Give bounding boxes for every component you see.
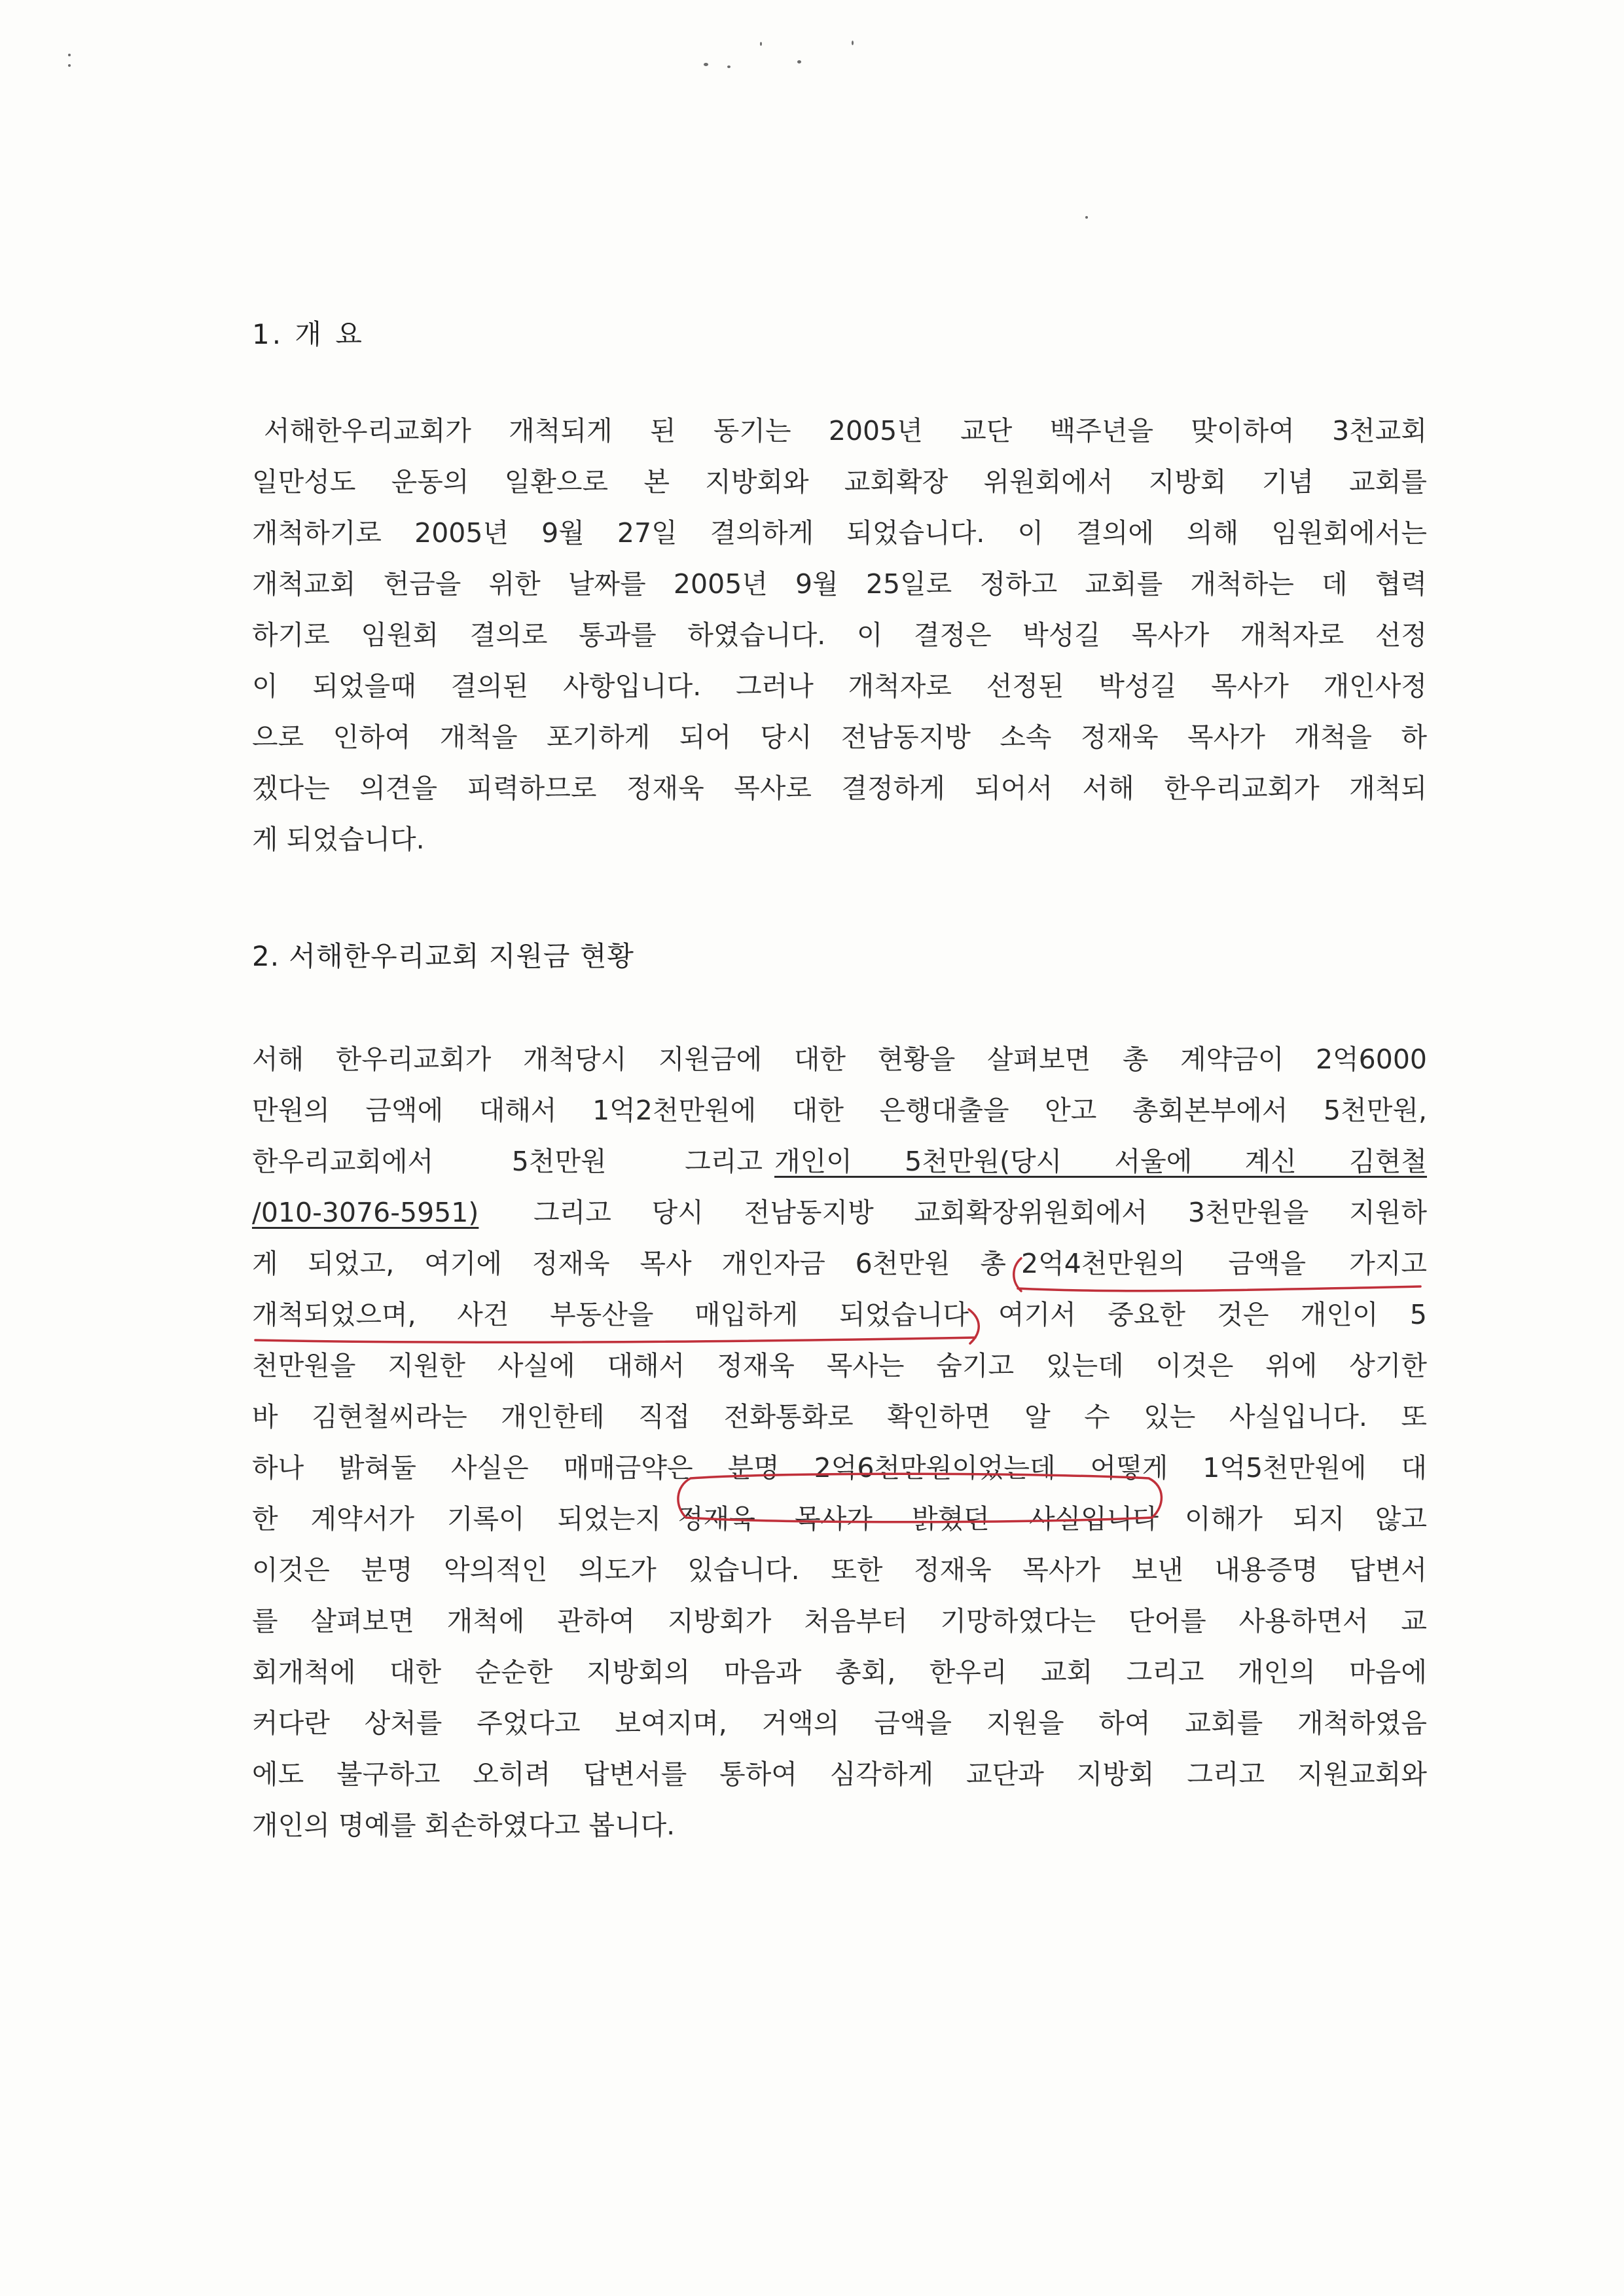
text-line: 게 되었습니다. <box>252 824 425 855</box>
text-line <box>252 1501 1427 1537</box>
section-2-heading: 2. 서해한우리교회 지원금 현황 <box>252 940 634 972</box>
text-segment: 한우리교회에서 5천만원 그리고 <box>252 1146 763 1177</box>
annotated-text: 2억4천만원의 금액을 가지고 <box>1021 1248 1427 1279</box>
text-line: 하기로 임원회 결의로 통과를 하였습니다. 이 결정은 박성길 목사가 개척자로 선정 <box>252 619 1427 651</box>
text-line: 개척교회 헌금을 위한 날짜를 2005년 9월 25일로 정하고 교회를 개척하는 데 협력 <box>252 568 1427 600</box>
underlined-text: 개인이 5천만원(당시 서울에 계신 김현철 <box>774 1146 1427 1177</box>
text-line: 서해 한우리교회가 개척당시 지원금에 대한 현황을 살펴보면 총 계약금이 2억6000 <box>252 1044 1427 1075</box>
text-line: 커다란 상처를 주었다고 보여지며, 거액의 금액을 지원을 하여 교회를 개척하였음 <box>252 1707 1427 1739</box>
text-line <box>252 1194 1427 1231</box>
text-line: 를 살펴보면 개척에 관하여 지방회가 처음부터 기망하였다는 단어를 사용하면서 교 <box>252 1605 1427 1637</box>
text-segment: 게 되었고, 여기에 정재욱 목사 개인자금 6천만원 총 <box>252 1248 1006 1279</box>
text-line: 에도 불구하고 오히려 답변서를 통하여 심각하게 교단과 지방회 그리고 지원교회와 <box>252 1758 1427 1790</box>
text-segment: 여기서 중요한 것은 개인이 5 <box>998 1299 1427 1330</box>
text-segment: 그리고 당시 전남동지방 교회확장위원회에서 3천만원을 지원하 <box>533 1197 1427 1228</box>
text-line: 회개척에 대한 순순한 지방회의 마음과 총회, 한우리 교회 그리고 개인의 마음에 <box>252 1656 1427 1688</box>
red-underline-mark <box>255 1338 975 1342</box>
text-line: 이것은 분명 악의적인 의도가 있습니다. 또한 정재욱 목사가 보낸 내용증명 답변서 <box>252 1554 1427 1586</box>
text-line: 개척하기로 2005년 9월 27일 결의하게 되었습니다. 이 결의에 의해 임원회에서는 <box>252 517 1427 549</box>
text-line: 하나 밝혀둘 사실은 매매금약은 분명 2억6천만원이었는데 어떻게 1억5천만원에 대 <box>252 1452 1427 1484</box>
annotated-text: 정재욱 목사가 밝혔던 사실입니다 <box>677 1503 1159 1535</box>
text-line: 개인의 명예를 회손하였다고 봅니다. <box>252 1810 676 1841</box>
text-line: 으로 인하여 개척을 포기하게 되어 당시 전남동지방 소속 정재욱 목사가 개척을 하 <box>252 721 1427 753</box>
text-segment: 한 계약서가 기록이 되었는지 <box>252 1503 661 1535</box>
text-line <box>252 1245 1427 1282</box>
text-segment: 이해가 되지 않고 <box>1185 1503 1427 1535</box>
red-underline-mark <box>1018 1286 1420 1291</box>
section-1-heading: 1. 개 요 <box>252 318 365 350</box>
text-line: 천만원을 지원한 사실에 대해서 정재욱 목사는 숨기고 있는데 이것은 위에 상기한 <box>252 1350 1427 1381</box>
text-line: 일만성도 운동의 일환으로 본 지방회와 교회확장 위원회에서 지방회 기념 교회를 <box>252 466 1427 498</box>
text-line <box>252 1296 1427 1333</box>
text-line <box>252 1143 1427 1180</box>
text-line: 서해한우리교회가 개척되게 된 동기는 2005년 교단 백주년을 맞이하여 3천교회 <box>264 415 1427 446</box>
underlined-phone: /010-3076-5951) <box>252 1197 479 1228</box>
text-line: 바 김현철씨라는 개인한테 직접 전화통화로 확인하면 알 수 있는 사실입니다. 또 <box>252 1401 1427 1432</box>
text-line: 이 되었을때 결의된 사항입니다. 그러나 개척자로 선정된 박성길 목사가 개인사정 <box>252 670 1427 702</box>
text-line: 만원의 금액에 대해서 1억2천만원에 대한 은행대출을 안고 총회본부에서 5천만원, <box>252 1095 1427 1126</box>
text-line: 겠다는 의견을 피력하므로 정재욱 목사로 결정하게 되어서 서해 한우리교회가 개척되 <box>252 773 1427 804</box>
annotated-text: 개척되었으며, 사건 부동산을 매입하게 되었습니다 <box>252 1299 969 1330</box>
